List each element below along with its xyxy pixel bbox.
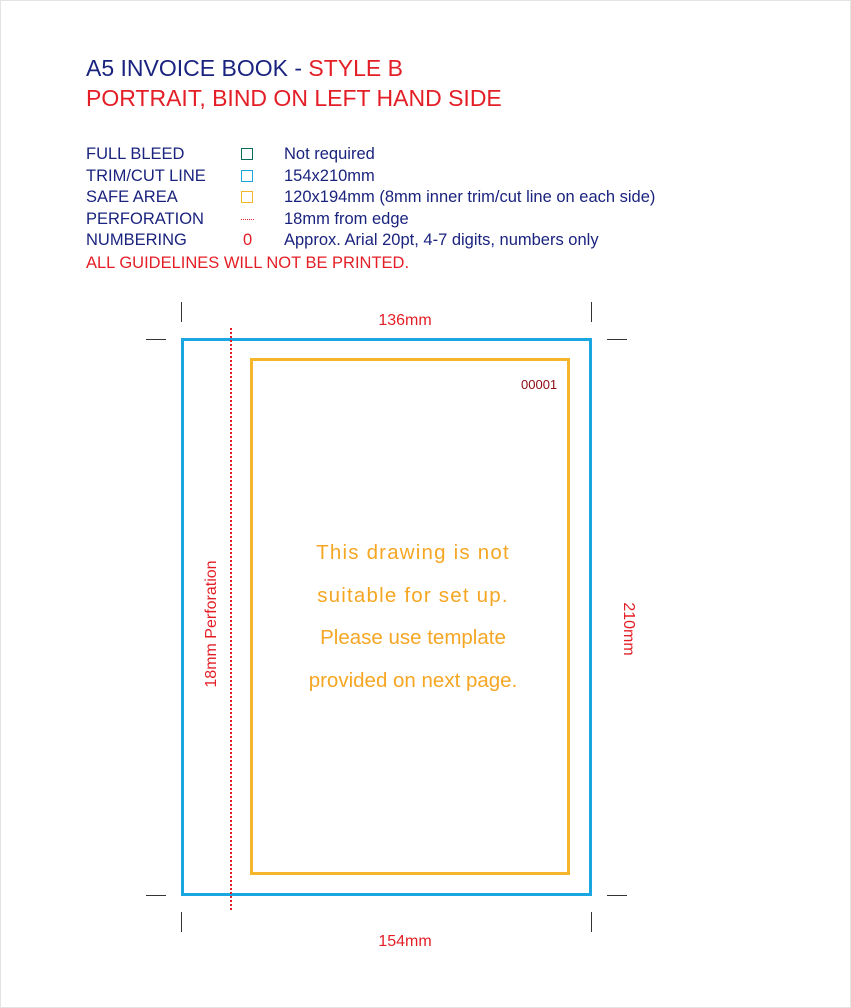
numbering-symbol: 0 <box>243 231 253 249</box>
green-square-icon <box>241 148 253 160</box>
setup-warning <box>263 532 563 702</box>
crop-mark-top-left-horizontal <box>146 339 166 340</box>
legend-value: 154x210mm <box>284 166 375 185</box>
setup-warning-line: suitable for set up. <box>317 583 509 607</box>
perforation-label: 18mm Perforation <box>203 560 220 688</box>
legend-value: Approx. Arial 20pt, 4-7 digits, numbers only <box>284 231 599 249</box>
page-subtitle: PORTRAIT, BIND ON LEFT HAND SIDE <box>86 85 502 111</box>
page-title <box>86 55 403 82</box>
title-style: STYLE B <box>308 55 403 81</box>
legend-value: 18mm from edge <box>284 209 409 228</box>
width-bottom-label: 154mm <box>378 933 432 950</box>
legend-label: NUMBERING <box>86 231 187 249</box>
legend-label: SAFE AREA <box>86 188 178 206</box>
setup-warning-line: This drawing is not <box>316 541 510 564</box>
legend-value: 120x194mm (8mm inner trim/cut line on each side) <box>284 188 656 206</box>
invoice-number: 00001 <box>521 377 558 392</box>
legend-label: TRIM/CUT LINE <box>86 166 206 185</box>
crop-mark-bottom-left-horizontal <box>146 895 166 896</box>
height-label: 210mm <box>620 602 637 656</box>
blue-square-icon <box>241 170 253 182</box>
orange-square-icon <box>241 191 253 203</box>
crop-mark-bottom-right-horizontal <box>607 895 627 896</box>
legend-label: FULL BLEED <box>86 145 185 163</box>
crop-mark-bottom-left-vertical <box>181 912 182 932</box>
perforation-line <box>230 328 232 910</box>
setup-warning-line: Please use template <box>320 626 506 649</box>
legend-label: PERFORATION <box>86 209 204 228</box>
red-dotted-line-icon <box>241 219 254 220</box>
legend-value: Not required <box>284 145 375 163</box>
title-prefix: A5 INVOICE BOOK - <box>86 55 309 81</box>
crop-mark-top-right-vertical <box>591 302 592 322</box>
crop-mark-bottom-right-vertical <box>591 912 592 932</box>
crop-mark-top-left-vertical <box>181 302 182 322</box>
guidelines-note: ALL GUIDELINES WILL NOT BE PRINTED. <box>86 254 410 272</box>
width-top-label: 136mm <box>378 312 432 329</box>
setup-warning-line: provided on next page. <box>308 668 518 692</box>
crop-mark-top-right-horizontal <box>607 339 627 340</box>
